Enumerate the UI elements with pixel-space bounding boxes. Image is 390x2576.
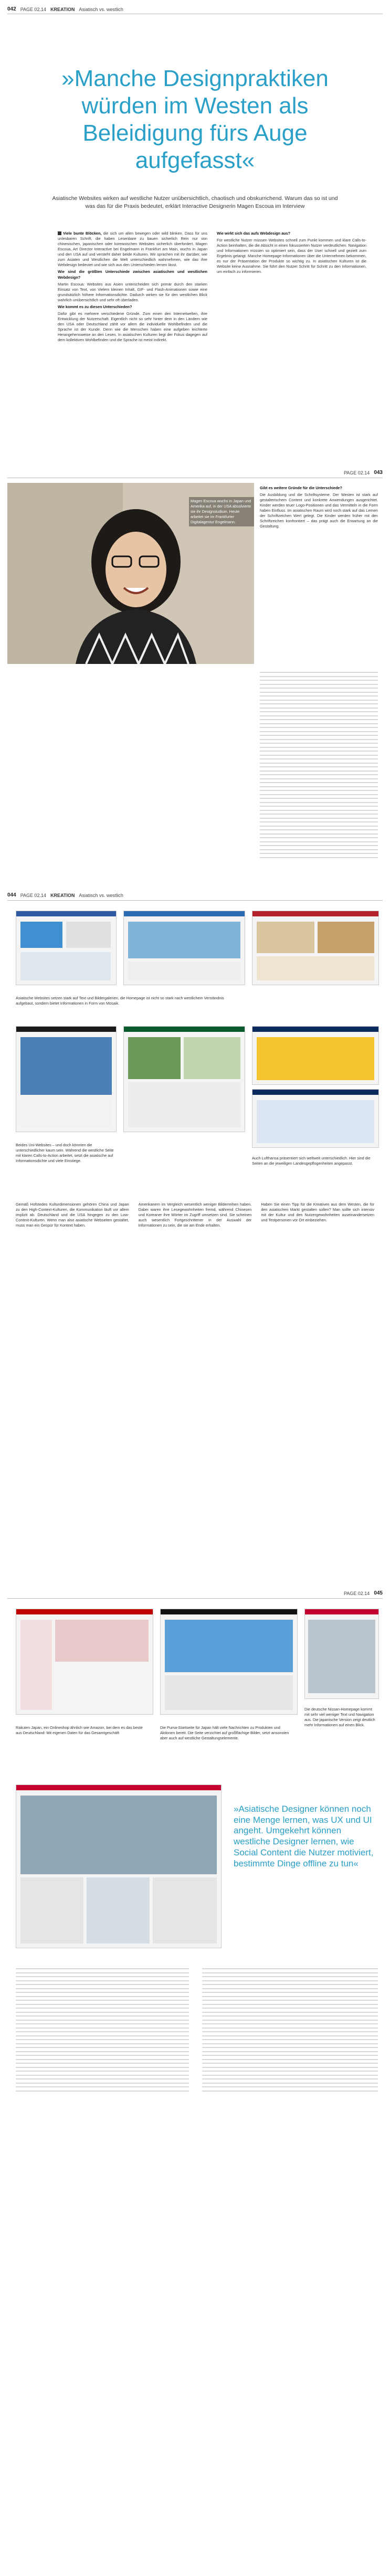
page-045-column-1 bbox=[16, 1968, 189, 2094]
column-2 bbox=[217, 231, 366, 404]
page-number: 044 bbox=[7, 892, 16, 898]
website-thumb-asian-2 bbox=[123, 911, 245, 985]
section-label: KREATION bbox=[50, 6, 75, 12]
website-thumb-west-1 bbox=[16, 1026, 117, 1132]
page-045-column-2 bbox=[202, 1968, 378, 2094]
website-thumb-puma bbox=[160, 1609, 298, 1715]
start-square-icon bbox=[58, 231, 61, 235]
answer-2: Dafür gibt es mehrere verschiedene Gründe. Zum einen den Internetwelten, ihre Entwicklung der Nutzerschaft. Eigentlich nicht so sehr hinter dem in den Ländern wie den USA oder Deutschland zählt vor allem die individuelle Wohlbefinden und die Sprache ist der Kunde. Denn wie die Menschen haben eine aufgeben leichterte Herangehensweise an den Lesen. In asiatischen Kulturen liegt der Fokus dagegen auf dem kollektiven Wohlbefinden und die Sprache ist meist indirekt. bbox=[58, 311, 207, 343]
page-number: 043 bbox=[374, 470, 383, 476]
page-044-column-1 bbox=[16, 1202, 129, 1359]
rakuten-caption: Rakuten Japan, ein Onlineshop ähnlich wie Amazon, bei dem es das beste aus Deutschland: Mit eigenen Daten für das Gesamtgeschäft bbox=[16, 1725, 143, 1736]
intro-bold: Viele bunte Blöcken, bbox=[63, 231, 102, 236]
intro-text: die sich um allen bewegen oder wild blinken. Dass für uns unlesbaren Schrift, die haben Lesenbare zu bauen sicherlich Rein nur von chinesischen, japanischen oder koreanischen Websites sicherlich überfordert. Magen Escoua, Art Director Interactive bei Engelmann in Frankfurt am Main, wuchs in Japan und den USA auf und versteht daher beide Kulturen. Wir sprachen mit ihr darüber, wie zum Asiaten und Westlichen die Welt unterschiedlich wahrnehmen, wie das ihre Webdesign bedeutet und wie sich aus den Unterschieden lernen lässt. bbox=[58, 231, 207, 268]
website-thumb-rakuten bbox=[16, 1609, 153, 1715]
column-4-text: Die Ausbildung und die Schriftsysteme. Der Westen ist stark auf gestalterischem Content und konkrete Anwendungen ausgerichtet. Kinder werden teuer Logo-Positionen und das Vermitteln in die Form haben Einfluss. Im asiatischen Raum wird noch stark auf das Lernen der Schriftzeichen Wert gelegt. Die Kinder werden früher mit den Schriftzeichen konfrontiert – das prägt auch die Erwartung an die Gestaltung. bbox=[260, 492, 378, 529]
website-thumb-lufthansa-1 bbox=[252, 1026, 379, 1085]
intro-columns bbox=[58, 231, 366, 404]
caption-mid: Beides Uni-Websites – und doch könnten die unterschiedlicher kaum sein. Während die westliche Seite mit klaren Calls-to-Action arbeitet, setzt die asiatische auf Informationsdichte und viele Einstiege. bbox=[16, 1143, 114, 1163]
subsection-label: Asiatisch vs. westlich bbox=[79, 892, 123, 898]
page-number: 042 bbox=[7, 6, 16, 12]
page-044-columns bbox=[16, 1202, 374, 1359]
pull-quote: »Asiatische Designer können noch eine Menge lernen, was UX und UI angeht. Umgekehrt können westliche Designer lernen, wie Social Content die Nutzer motiviert, bestimmte Dinge offline zu tun« bbox=[234, 1804, 374, 1868]
question-4: Gibt es weitere Gründe für die Unterschiede? bbox=[260, 485, 342, 490]
body-2: Amerikanern im Vergleich wesentlich weniger Bilderreihen haben. Dabei waren ihre Lesegewohnheiten fremd, während Chinesen und Koreaner ihre Wörter im Zugriff umsetzen sind. Sie scheinen auch wesentlich Fortgeschrittener in der Auswahl der Informationen zu sein, die sie am Ende erhalten. bbox=[138, 1202, 252, 1228]
issue-label: PAGE 02.14 bbox=[343, 470, 370, 476]
page-header-044 bbox=[7, 892, 383, 898]
article-headline: »Manche Designpraktiken würden im Westen als Beleidigung fürs Auge aufgefasst« bbox=[61, 66, 329, 174]
page-header-043 bbox=[7, 470, 383, 476]
question-3: Wie wirkt sich das aufs Webdesign aus? bbox=[217, 231, 291, 236]
issue-label: PAGE 02.14 bbox=[343, 1590, 370, 1596]
website-thumb-nissan-de bbox=[304, 1609, 379, 1699]
nissan-caption: Die deutsche Nissan-Homepage kommt mit sehr viel weniger Text und Navigation aus. Die japanische Version zeigt deutlich mehr Informationen auf einen Blick. bbox=[304, 1707, 375, 1727]
caption-right: Auch Lufthansa präsentiert sich weltweit unterschiedlich. Hier sind die Seiten an die jeweiligen Landesgepflogenheiten angepasst. bbox=[252, 1156, 371, 1166]
column-1 bbox=[58, 231, 207, 404]
page-number: 045 bbox=[374, 1590, 383, 1596]
caption-top: Asiatische Websites setzen stark auf Text und Bildergalerien, die Homepage ist nicht so stark nach westlichem Verständnis aufgebaut, sondern bietet Informationen in Form von Mosaik. bbox=[16, 996, 224, 1006]
question-1: Wie sind die größten Unterschiede zwischen asiatischen und westlichen Webdesign? bbox=[58, 269, 207, 280]
issue-label: PAGE 02.14 bbox=[20, 892, 47, 898]
answer-3: Für westliche Nutzer müssen Websites schnell zum Punkt kommen und klare Calls-to-Action beinhalten, die die Absicht in einen fokussierten Nutzer verdeutlichen. Navigation und Informationen müssen so optimiert sein, dass der User schnell und gezielt zum Ergebnis gelangt. Manche Homepage-Informationen über die Unternehmen bekommen, es nur der Präsentation der Produkte so wichtig zu. In asiatischen Kulturen ist die Website keine Ausnahme. Sie führt den Nutzer Schritt für Schritt zu den Informationen, um einfach zu informieren. bbox=[217, 238, 366, 275]
page-header bbox=[7, 6, 383, 12]
puma-caption: Die Puma-Startseite für Japan hält viele Nachrichten zu Produkten und Aktionen bereit. Die Seite verzichtet auf großflächige Bilder, setzt ansonsten aber auch auf westliche Gestaltungselemente. bbox=[160, 1725, 289, 1740]
body-3: Haben Sie einen Tipp für die Kreativen aus dem Westen, die für den asiatischen Markt gestalten sollen? Man sollte sich intensiv mit der Kultur und den Nutzergewohnheiten auseinandersetzen und Testpersonen vor Ort einbeziehen. bbox=[261, 1202, 375, 1223]
header-rule bbox=[7, 900, 383, 901]
page-044-column-3 bbox=[261, 1202, 374, 1359]
page-044-column-2 bbox=[139, 1202, 252, 1359]
article-lede: Asiatische Websites wirken auf westliche Nutzer unübersichtlich, chaotisch und obskurrichend. Warum das so ist und was das für die Praxis bedeutet, erklärt Interactive Designerin Magen Escoua im Interview bbox=[52, 195, 338, 209]
website-thumb-lufthansa-2 bbox=[252, 1089, 379, 1148]
column-4 bbox=[260, 485, 378, 667]
question-2: Wie kommt es zu diesen Unterschieden? bbox=[58, 304, 132, 309]
section-label: KREATION bbox=[50, 892, 75, 898]
answer-1: Martin Escoua: Websites aus Asien unterscheiden sich primär durch den starken Einsatz von Text, von Vielem kleinen Inhalt, GIF- und Flash-Animationen sowie eine grundsätzlich höhere Informationsdichte. Dadurch wirken sie für den westlichen Blick wahrlich unübersichtlich und sehr oft überladen. bbox=[58, 281, 207, 302]
body-1: Gemäß Hofstedes Kulturdimensionen gehören China und Japan zu den High-Context-Kulturen, die Kommunikation läuft vor allem implizit ab. Deutschland und die USA hingegen zu den Low-Context-Kulturen. Wenn man also asiatische Webseiten gestaltet, muss man ein Gespür für Kontext haben. bbox=[16, 1202, 129, 1228]
website-thumb-asian-4 bbox=[123, 1026, 245, 1132]
header-rule bbox=[7, 1598, 383, 1599]
page-header-045 bbox=[7, 1590, 383, 1596]
website-thumb-asian-3 bbox=[252, 911, 379, 985]
column-4-continued bbox=[260, 672, 378, 861]
photo-caption: Magen Escoua wuchs in Japan und Amerika auf, in der USA absolvierte sie ihr Designstudium. Heute arbeitet sie im Frankfurter Digitalagentur Engelmann. bbox=[189, 497, 254, 526]
website-thumb-asian-1 bbox=[16, 911, 117, 985]
subsection-label: Asiatisch vs. westlich bbox=[79, 6, 123, 12]
website-thumb-nissan-jp bbox=[16, 1785, 222, 1948]
issue-label: PAGE 02.14 bbox=[20, 6, 47, 12]
